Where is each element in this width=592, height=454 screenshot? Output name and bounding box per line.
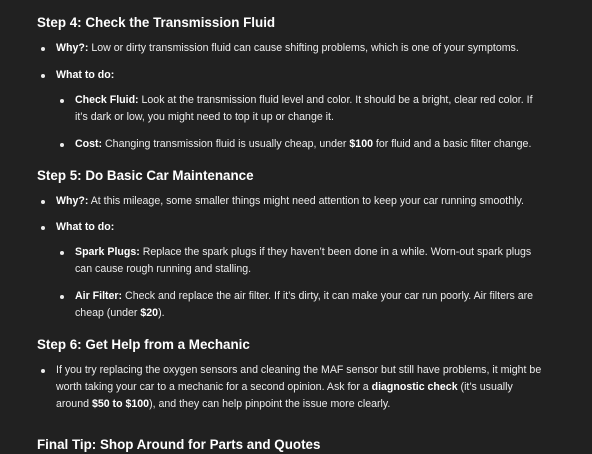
list-item <box>37 67 547 153</box>
final-tip-clip <box>37 434 557 452</box>
sub-list <box>56 244 547 322</box>
spark-plugs-label: Spark Plugs: <box>75 246 140 259</box>
sub-list-item <box>56 288 547 322</box>
what-to-do-label: What to do: <box>56 68 115 81</box>
cost-text-end: for fluid and a basic filter change. <box>372 137 532 150</box>
list-item <box>37 193 547 210</box>
check-fluid-text: Look at the transmission fluid level and color. It should be a bright, clear red color. If it’s dark or low, you might need to top it up or change it. <box>75 93 533 123</box>
why-text: Low or dirty transmission fluid can cause shifting problems, which is one of your symptoms. <box>88 42 519 54</box>
step-5-list <box>37 193 547 322</box>
why-label: Why?: <box>56 194 89 207</box>
what-to-do-label: What to do: <box>56 221 115 234</box>
step-6-list <box>37 362 547 413</box>
mechanic-text-2: (it’s usually around <box>56 380 513 410</box>
air-filter-text: Check and replace the air filter. If it’s dirty, it can make your car run poorly. Air filters are cheap (under <box>75 290 534 320</box>
mechanic-text-3: ), and they can help pinpoint the issue more clearly. <box>149 397 391 410</box>
air-filter-cost: $20 <box>140 307 159 320</box>
list-item <box>37 219 547 322</box>
cost-amount: $100 <box>349 137 373 150</box>
step-4-heading: Step 4: Check the Transmission Fluid <box>37 15 276 30</box>
step-5-heading: Step 5: Do Basic Car Maintenance <box>37 167 254 183</box>
step-6-heading: Step 6: Get Help from a Mechanic <box>37 336 250 352</box>
air-filter-text-end: ). <box>158 307 165 320</box>
price-range-bold: $50 to $100 <box>91 397 150 410</box>
step-4-list <box>37 40 547 153</box>
sub-list-item <box>56 136 547 153</box>
chat-response-content <box>37 0 547 413</box>
why-text: At this mileage, some smaller things might need attention to keep your car running smoothly. <box>88 194 524 207</box>
diagnostic-check-bold: diagnostic check <box>371 380 458 393</box>
check-fluid-label: Check Fluid: <box>75 93 139 106</box>
sub-list <box>56 92 547 153</box>
sub-list-item <box>56 244 547 278</box>
cost-label: Cost: <box>75 137 103 150</box>
sub-list-item <box>56 92 547 126</box>
spark-plugs-text: Replace the spark plugs if they haven’t been done in a while. Worn-out spark plugs can cause rough running and stalling. <box>75 246 532 276</box>
list-item <box>37 40 547 57</box>
list-item <box>37 362 547 413</box>
cost-text: Changing transmission fluid is usually cheap, under <box>102 137 350 150</box>
mechanic-text: If you try replacing the oxygen sensors and cleaning the MAF sensor but still have problems, it might be worth taking your car to a mechanic for a second opinion. Ask for a <box>56 363 542 393</box>
air-filter-label: Air Filter: <box>75 290 123 303</box>
final-tip-heading: Final Tip: Shop Around for Parts and Quotes <box>37 437 321 452</box>
why-label: Why?: <box>56 42 89 54</box>
